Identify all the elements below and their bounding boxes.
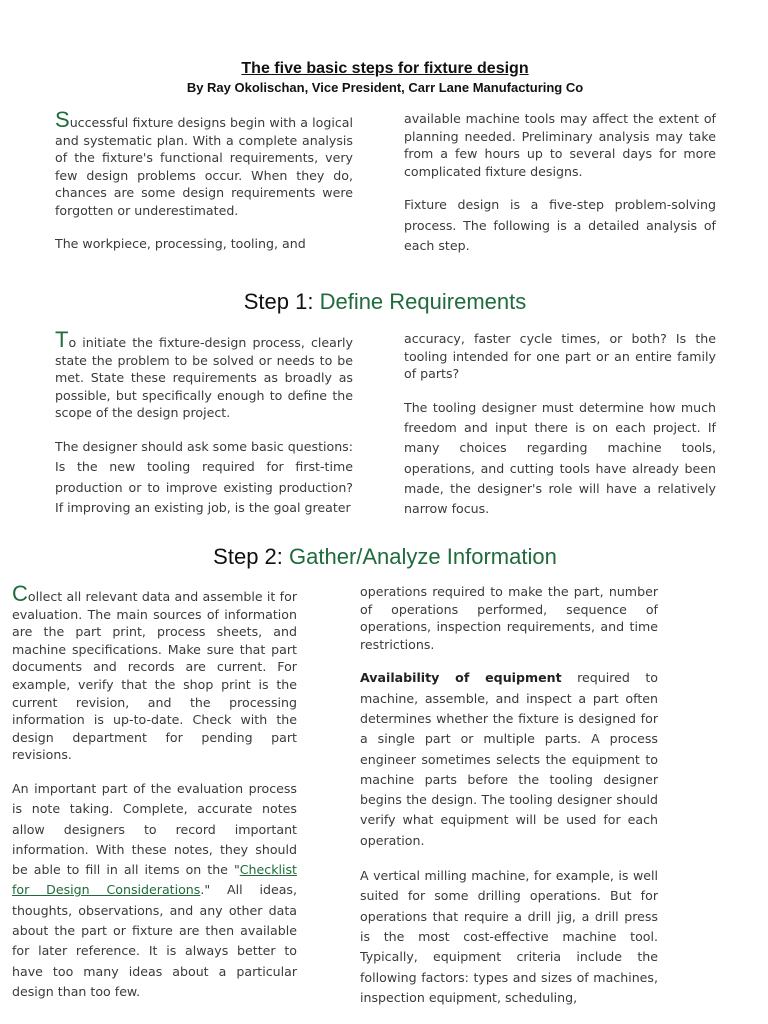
step-1-paragraph-4: The tooling designer must determine how much freedom and input there is on each project. If many choices regarding machine tools, operations, and cutting tools have already been made, the designer's role will have a relatively narrow focus. <box>404 399 716 517</box>
intro-paragraph-2: The workpiece, processing, tooling, and <box>55 235 306 251</box>
step-2-paragraph-2 <box>12 779 297 1002</box>
step-1-prefix: Step 1: <box>243 289 320 314</box>
step-2-paragraph-2-text: An important part of the evaluation process is note taking. Complete, accurate notes allow designers to record important information. With these notes, they should be able to fill in all items on the " <box>12 780 297 878</box>
step-1-title: Define Requirements <box>319 289 527 314</box>
intro-paragraph-1-text: uccessful fixture designs begin with a logical and systematic plan. With a complete analysis of the fixture's functional requirements, very few design problems occur. When they do, chances are some design requirements were forgotten or underestimated. <box>55 115 353 218</box>
step-1-paragraph-3: accuracy, faster cycle times, or both? Is the tooling intended for one part or an entire family of parts? <box>404 331 716 382</box>
document-title: The five basic steps for fixture design <box>241 60 529 77</box>
step-1-paragraph-1-text: o initiate the fixture-design process, clearly state the problem to be solved or needs to be met. State these requirements as broadly as possible, but specifically enough to define the scope of the design project. <box>55 335 353 421</box>
step-2-paragraph-4-text: required to machine, assemble, and inspect a part often determines whether the fixture is designed for a single part or multiple parts. A process engineer sometimes selects the equipment to machine parts before the tooling designer begins the design. The tooling designer should verify what equipment will be used for each operation. <box>360 670 658 848</box>
intro-paragraph-1 <box>55 107 353 220</box>
step-2-heading <box>0 544 768 570</box>
step-2-paragraph-2-text-end: ." All ideas, thoughts, observations, and any other data about the part or fixture are then available for later reference. It is always better to have too many ideas about a particular design than too few. <box>12 882 297 999</box>
step-1-heading <box>0 289 768 315</box>
checklist-link[interactable]: Checklist for Design Considerations <box>12 862 297 898</box>
step-1-left-column <box>55 327 353 533</box>
step-2-right-column <box>360 583 658 1023</box>
step-2-left-column <box>12 581 297 1017</box>
drop-cap: S <box>55 107 70 132</box>
author-byline: By Ray Okolischan, Vice President, Carr Lane Manufacturing Co <box>186 80 584 95</box>
step-2-paragraph-1-text: ollect all relevant data and assemble it for evaluation. The main sources of information are the part print, process sheets, and machine specifications. Make sure that part documents and records are current. For example, verify that the shop print is the current revision, and the processing information is up-to-date. Check with the design department for pending part revisions. <box>12 589 297 763</box>
step-1-right-column <box>404 330 716 535</box>
step-2-paragraph-4 <box>360 668 658 851</box>
drop-cap: T <box>55 327 69 352</box>
step-2-prefix: Step 2: <box>213 544 290 569</box>
step-1-paragraph-2: The designer should ask some basic questions: Is the new tooling required for first-time production or to improve existing production? If improving an existing job, is the goal greater <box>55 438 353 515</box>
step-2-title: Gather/Analyze Information <box>289 544 557 569</box>
drop-cap: C <box>12 581 28 606</box>
intro-left-column <box>55 107 353 267</box>
intro-right-column <box>404 110 716 271</box>
step-2-paragraph-3: operations required to make the part, number of operations performed, sequence of operations, inspection requirements, and time restrictions. <box>360 584 658 652</box>
intro-paragraph-3: available machine tools may affect the extent of planning needed. Preliminary analysis may take from a few hours up to several days for more complicated fixture designs. <box>404 111 716 179</box>
step-1-paragraph-1 <box>55 327 353 422</box>
step-2-paragraph-1 <box>12 581 297 764</box>
intro-paragraph-4: Fixture design is a five-step problem-solving process. The following is a detailed analysis of each step. <box>404 197 716 253</box>
step-2-paragraph-5: A vertical milling machine, for example, is well suited for some drilling operations. But for operations that require a drill jig, a drill press is the most cost-effective machine tool. Typically, equipment criteria include the following factors: types and sizes of machines, inspection equipment, scheduling, <box>360 868 658 1005</box>
equipment-bold-label: Availability of equipment <box>360 670 562 686</box>
